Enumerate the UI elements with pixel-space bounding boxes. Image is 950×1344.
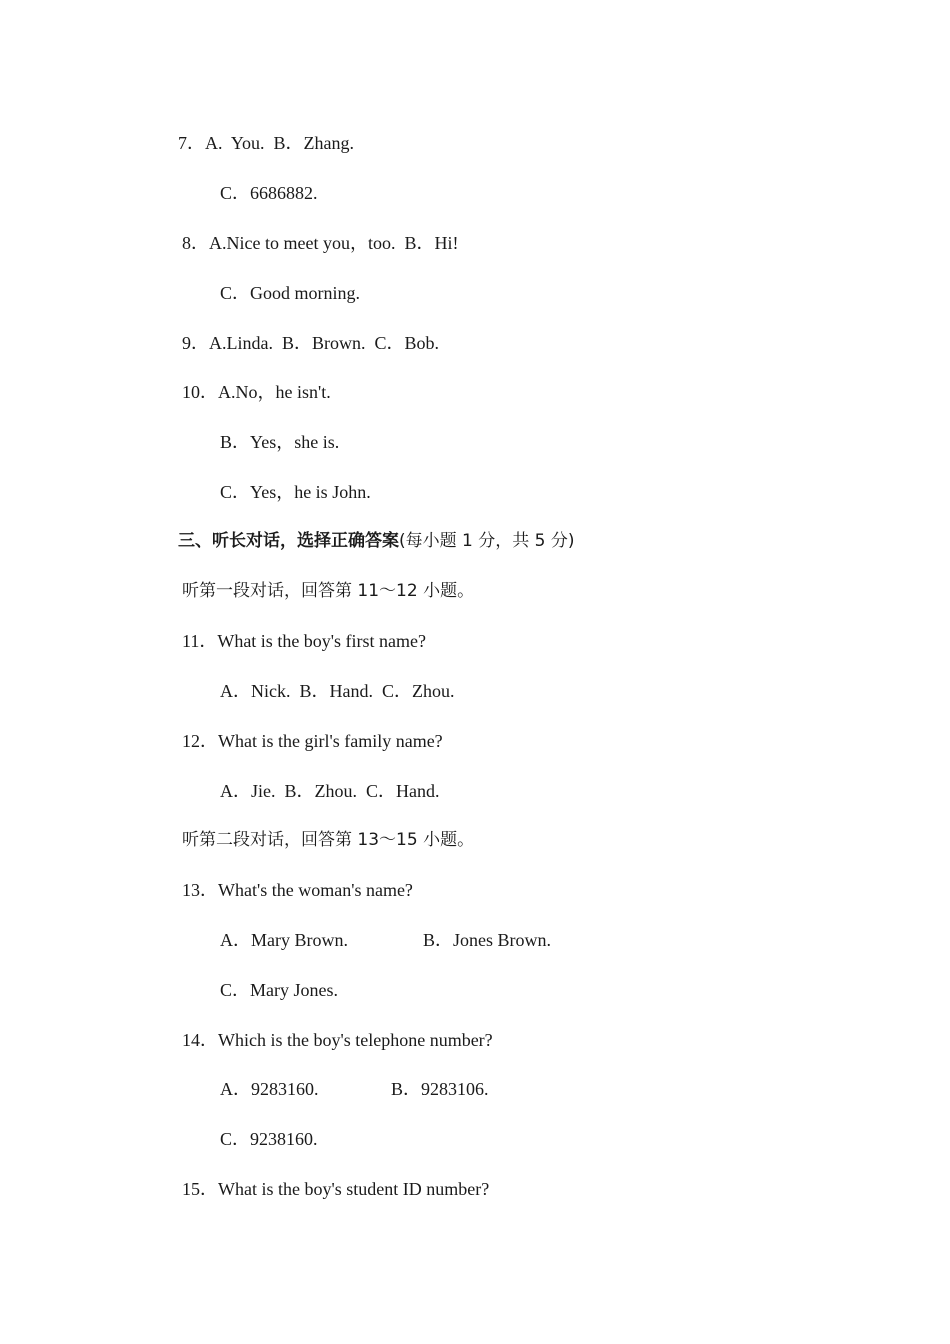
q9-line: 9．A.Linda. B．Brown. C．Bob. [182, 333, 440, 353]
q14-option-c: C．9238160. [220, 1129, 318, 1149]
section-title [178, 529, 575, 553]
q11-options: A．Nick. B．Hand. C．Zhou. [220, 681, 455, 701]
q15-question: 15．What is the boy's student ID number? [182, 1179, 490, 1199]
q13-option-b: B．Jones Brown. [423, 930, 552, 950]
q10-option-c: C．Yes，he is John. [220, 482, 371, 502]
section-title-points: (每小题 1 分，共 5 分) [399, 531, 575, 551]
q14-option-a: A．9283160. [220, 1079, 319, 1099]
q7-option-c: C．6686882. [220, 183, 318, 203]
q7-line: 7．A. You. B．Zhang. [178, 133, 355, 153]
q8-option-c: C．Good morning. [220, 283, 361, 303]
q13-option-a: A．Mary Brown. [220, 930, 348, 950]
section-title-main: 三、听长对话，选择正确答案 [178, 531, 399, 551]
q14-question: 14．Which is the boy's telephone number? [182, 1030, 493, 1050]
q12-question: 12．What is the girl's family name? [182, 731, 443, 751]
instruction-dialogue-2: 听第二段对话，回答第 13～15 小题。 [182, 830, 475, 850]
q11-question: 11．What is the boy's first name? [182, 631, 427, 651]
instruction-dialogue-1: 听第一段对话，回答第 11～12 小题。 [182, 581, 475, 601]
q14-option-b: B．9283106. [391, 1079, 489, 1099]
q10-line: 10．A.No，he isn't. [182, 382, 331, 402]
q10-option-b: B．Yes，she is. [220, 432, 340, 452]
q12-options: A．Jie. B．Zhou. C．Hand. [220, 781, 440, 801]
q13-question: 13．What's the woman's name? [182, 880, 413, 900]
q13-option-c: C．Mary Jones. [220, 980, 338, 1000]
q8-line: 8．A.Nice to meet you，too. B．Hi! [182, 233, 459, 253]
